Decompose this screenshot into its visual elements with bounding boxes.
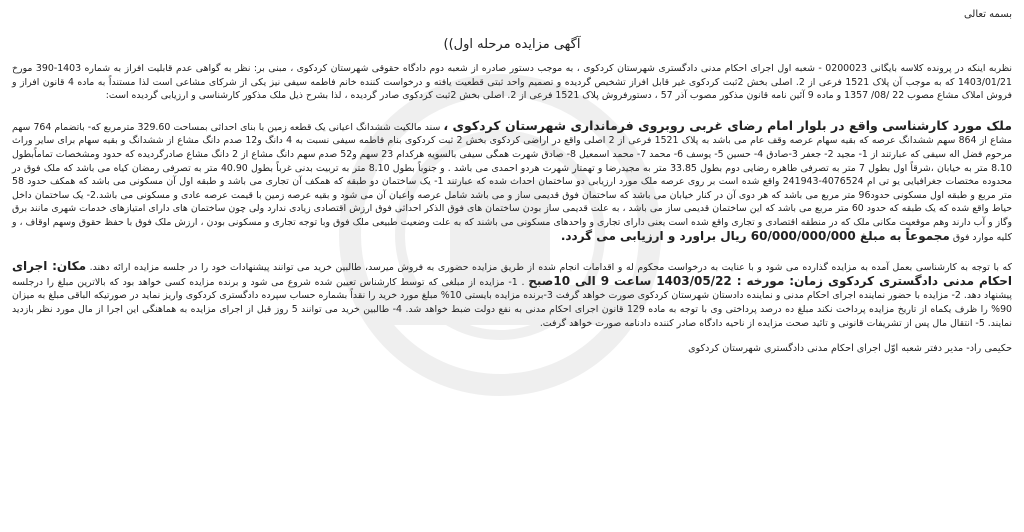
intro-paragraph: نظربه اینکه در پرونده کلاسه بایگانی 0200023 - شعبه اول اجرای احکام مدنی دادگستری شهرستان کردکوی ، به موجب دستور صادره از شعبه دوم دادگاه حقوقی شهرستان کردکوی ، مبنی بر: نظر به گواهی عدم قابلیت افراز به شماره 1403-390 مورخ 1403/01/21 که به موجب آن پلاک 1521 فرعی از 2. اصلی بخش 2ثبت کردکوی غیر قابل افراز تشخیص گردیده و تصمیم واحد ثبتی قطعیت یافته و درخواست کننده خانم فاطمه سیفی نیز یکی از شرکای مشاعی است لذا مستنداً به ماده 4 قانون افراز و فروش املاک مشاع مصوب 22 /08/ 1357 و ماده 9 آئین نامه قانون مذکور مصوب آذر 57 ، دستورفروش پلاک 1521 فرعی از 2. اصلی بخش 2ثبت کردکوی صادر گردیده ، لذا بشرح ذیل ملک مذکور کارشناسی و ارزیابی گردیده است: — [12, 63, 1012, 102]
auction-rules: . 1- مزایده از مبلغی که توسط کارشناس تعیین شده شروع می شود و برنده مزایده کسی خواهد بود که بالاترین مبلغ را درجلسه پیشنهاد دهد. 2- مزایده با حضور نماینده اجرای احکام مدنی و نماینده دادستان شهرستان کردکوی صورت خواهد گرفت 3-برنده مزایده بایستی 10% مبلغ مورد خرید را نقداً بشماره حساب سپرده دادگستری کردکوی واریز نماید در صورتیکه الباقی مبلغ به میزان 90% را ظرف یکماه از تاریخ مزایده پرداخت نکند مبلغ ده درصد پرداختی وی با توجه به ماده 129 قانون اجرای احکام مدنی به نفع دولت ضبط خواهد شد. 4- طالبین خرید می توانند 5 روز قبل از اجرای مزایده به هماهنگی این اجرا از مال مورد نظر بازدید نمایند. 5- انتقال مال پس از تشریفات قانونی و تائید صحت مزایده از ناحیه دادگاه صادر کننده دادنامه صورت خواهد گرفت. — [12, 276, 1013, 329]
auction-conditions — [12, 260, 1012, 330]
auction-intro-text: که با توجه به کارشناسی بعمل آمده به مزایده گذارده می شود و با عنایت به درخواست محکوم له و اقدامات انجام شده از طریق مزایده حضوری به فروش میرسد، طالبین خرید می توانند پیشنهادات خود را در جلسه مزایده ارائه دهند. — [86, 262, 1012, 274]
basmala: بسمه تعالی — [963, 9, 1012, 20]
signature-line: حکیمی راد- مدیر دفتر شعبه اوّل اجرای احکام مدنی دادگستری شهرستان کردکوی — [688, 343, 1012, 355]
property-description — [12, 119, 1012, 244]
valuation-amount: مجموعاً به مبلغ 60/000/000/000 ریال براورد و ارزیابی می گردد. — [560, 228, 950, 243]
notice-title: آگهی مزایده مرحله اول)) — [443, 37, 581, 52]
property-details: سند مالکیت ششدانگ اعیانی یک قطعه زمین با بنای احداثی بمساحت 329.60 مترمربع که- باتضمام 764 سهم مشاع از 864 سهم ششدانگ عرصه که بقیه سهام عرصه وقف عام می باشد به پلاک 1521 فرعی از 2 اصلی واقع در اراضی کردکوی بخش 2 ثبت کردکوی بنام فاطمه سیفی نسبت به 4 دانگ و12 صدم دانگ مشاع از ششدانگ و بقیه سهام برای سایر وراث مرحوم فضل اله سیفی که عبارتند از 1- مجید 2- جعفر 3-صادق 4- حسین 5- یوسف 6- محمد 7- محمد اسمعیل 8- صادق شهرت همگی سیفی بالسویه هرکدام 23 سهم و52 صدم سهم دانگ مشاع از 2 دانگ مشاع صادرگردیده که حدود ومشخصات تماماًبطول 8.10 متر به خیابان ،شرقاً اول بطول 7 متر به تصرفی طاهره رضایی دوم بطول 33.85 متر به مجیدرضا و تهمتار شهرت هردو احمدی می باشد . و جنوباً بطول 8.10 متر به تربیت بدنی غرباً بطول 40.90 متر به تصرفی رمضان کیاه می باشد که ملک فوق در محدوده مختصات جغرافیایی یو تی ام 4076524-241943 واقع شده است بر روی عرصه ملک مورد ارزیابی دو ساختمان احداث شده که عبارتند 1- یک ساختمان دو طبقه که همکف آن تجاری می باشد و طبقه اول آن مسکونی می باشد که همکف حدود 58 متر مربع و طبقه اول مسکونی حدود96 متر مربع می باشد که هر دوی آن در کنار خیابان می باشد که ساختمان فوق قدیمی ساز و می باشد شامل عرصه واعیان آن می شود و بقیه عرصه زمین با قیمت عرصه عادی و مسکونی می باشد.2- یک ساختمان داخل حیاط واقع شده که یک طبقه که حدود 60 متر مربع می باشد که این ساختمان قدیمی ساز می باشد ، به علت قدیمی ساز بودن ساختمان های فوق الذکر احداثی فوق ارزش اقتصادی زیادی ندارد ولی چون ساختمان های دارای امتیازهای خدمات شهری مانند برق وگاز و آب دارند وهم موقعیت مکانی ملک که در منطقه اقتصادی و تجاری واقع شده است یعنی دارای تجاری و واحدهای مسکونی می باشند که به علت وضعیت طبیعی ملک فوق وبا توجه تجاری و مسکونی بودن ، ارزش ملک فوق با حفظ حقوق وسهم اوقاف ، و کلیه موارد فوق — [12, 121, 1013, 243]
auction-venue-time: مکان: اجرای احکام مدنی دادگستری کردکوی زمان: مورخه : 1403/05/22 ساعت 9 الی 10صبح — [12, 259, 1012, 288]
property-location-lead: ملک مورد کارشناسی واقع در بلوار امام رضای غربی روبروی فرمانداری شهرستان کردکوی ، — [443, 117, 1013, 133]
